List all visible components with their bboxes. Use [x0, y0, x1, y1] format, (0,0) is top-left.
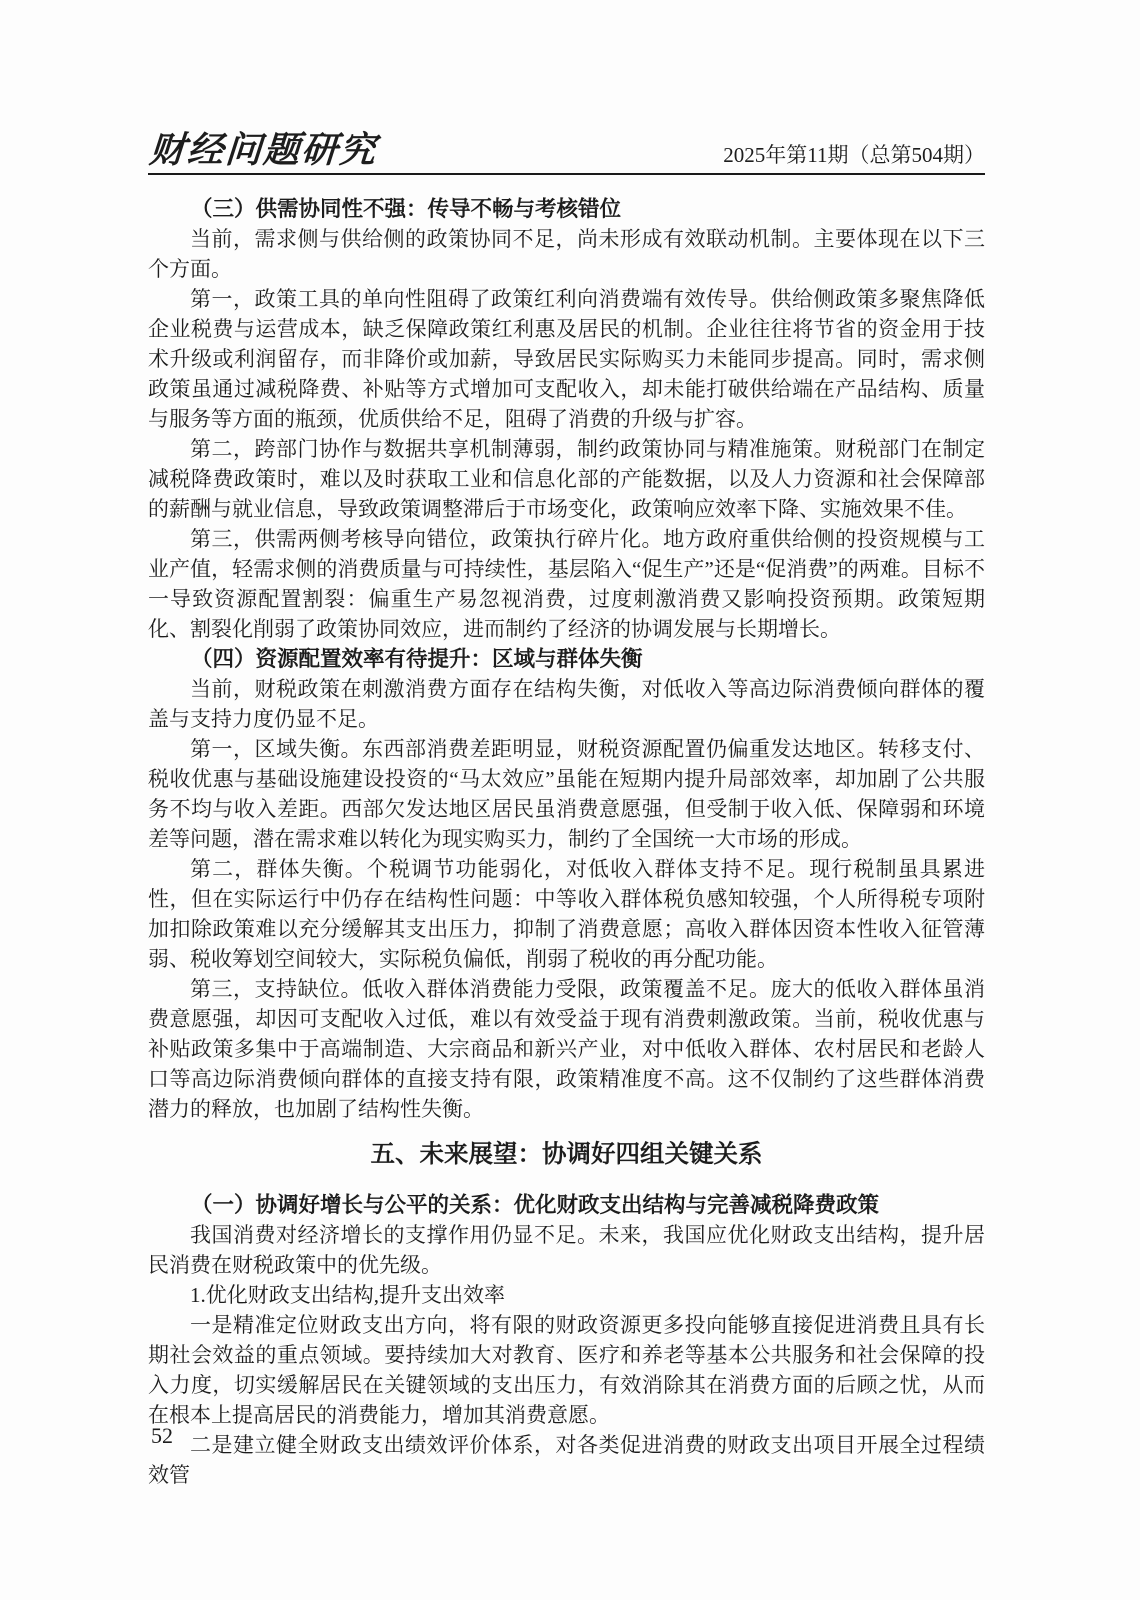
article-body: [148, 194, 985, 1490]
paragraph: 第一，区域失衡。东西部消费差距明显，财税资源配置仍偏重发达地区。转移支付、税收优惠与基础设施建设投资的“马太效应”虽能在短期内提升局部效率，却加剧了公共服务不均与收入差距。西部欠发达地区居民虽消费意愿强，但受制于收入低、保障弱和环境差等问题，潜在需求难以转化为现实购买力，制约了全国统一大市场的形成。: [148, 737, 985, 851]
section-heading-4: （四）资源配置效率有待提升：区域与群体失衡: [191, 647, 643, 671]
paragraph-truncated: 二是建立健全财政支出绩效评价体系，对各类促进消费的财政支出项目开展全过程绩效管: [148, 1433, 985, 1487]
paragraph: 当前，财税政策在刺激消费方面存在结构失衡，对低收入等高边际消费倾向群体的覆盖与支持力度仍显不足。: [148, 677, 985, 731]
paragraph: 第三，支持缺位。低收入群体消费能力受限，政策覆盖不足。庞大的低收入群体虽消费意愿强，却因可支配收入过低，难以有效受益于现有消费刺激政策。当前，税收优惠与补贴政策多集中于高端制造、大宗商品和新兴产业，对中低收入群体、农村居民和老龄人口等高边际消费倾向群体的直接支持有限，政策精准度不高。这不仅制约了这些群体消费潜力的释放，也加剧了结构性失衡。: [148, 977, 985, 1121]
chapter-heading-5: 五、未来展望：协调好四组关键关系: [370, 1141, 763, 1168]
numbered-sub-sub-heading: 1.优化财政支出结构,提升支出效率: [190, 1283, 505, 1307]
issue-info: 2025年第11期（总第504期）: [723, 143, 985, 167]
section-heading-1: （一）协调好增长与公平的关系：优化财政支出结构与完善减税降费政策: [191, 1193, 880, 1217]
paragraph: 第二，跨部门协作与数据共享机制薄弱，制约政策协同与精准施策。财税部门在制定减税降费政策时，难以及时获取工业和信息化部的产能数据，以及人力资源和社会保障部的薪酬与就业信息，导致政策调整滞后于市场变化，政策响应效率下降、实施效果不佳。: [148, 437, 985, 521]
paragraph: 一是精准定位财政支出方向，将有限的财政资源更多投向能够直接促进消费且具有长期社会效益的重点领域。要持续加大对教育、医疗和养老等基本公共服务和社会保障的投入力度，切实缓解居民在关键领域的支出压力，有效消除其在消费方面的后顾之忧，从而在根本上提高居民的消费能力，增加其消费意愿。: [148, 1313, 985, 1427]
paragraph: 第二，群体失衡。个税调节功能弱化，对低收入群体支持不足。现行税制虽具累进性，但在实际运行中仍存在结构性问题：中等收入群体税负感知较强，个人所得税专项附加扣除政策难以充分缓解其支出压力，抑制了消费意愿；高收入群体因资本性收入征管薄弱、税收筹划空间较大，实际税负偏低，削弱了税收的再分配功能。: [148, 857, 985, 971]
page-header: [148, 130, 985, 170]
page-number: 52: [151, 1423, 173, 1448]
journal-logo: 财经问题研究: [148, 130, 379, 170]
section-heading-3: （三）供需协同性不强：传导不畅与考核错位: [191, 197, 622, 221]
header-rule: [148, 173, 985, 175]
paragraph: 第一，政策工具的单向性阻碍了政策红利向消费端有效传导。供给侧政策多聚焦降低企业税费与运营成本，缺乏保障政策红利惠及居民的机制。企业往往将节省的资金用于技术升级或利润留存，而非降价或加薪，导致居民实际购买力未能同步提高。同时，需求侧政策虽通过减税降费、补贴等方式增加可支配收入，却未能打破供给端在产品结构、质量与服务等方面的瓶颈，优质供给不足，阻碍了消费的升级与扩容。: [148, 287, 985, 431]
paragraph: 我国消费对经济增长的支撑作用仍显不足。未来，我国应优化财政支出结构，提升居民消费在财税政策中的优先级。: [148, 1223, 985, 1277]
paragraph: 第三，供需两侧考核导向错位，政策执行碎片化。地方政府重供给侧的投资规模与工业产值，轻需求侧的消费质量与可持续性，基层陷入“促生产”还是“促消费”的两难。目标不一导致资源配置割裂：偏重生产易忽视消费，过度刺激消费又影响投资预期。政策短期化、割裂化削弱了政策协同效应，进而制约了经济的协调发展与长期增长。: [148, 527, 985, 641]
paragraph: 当前，需求侧与供给侧的政策协同不足，尚未形成有效联动机制。主要体现在以下三个方面。: [148, 227, 985, 281]
